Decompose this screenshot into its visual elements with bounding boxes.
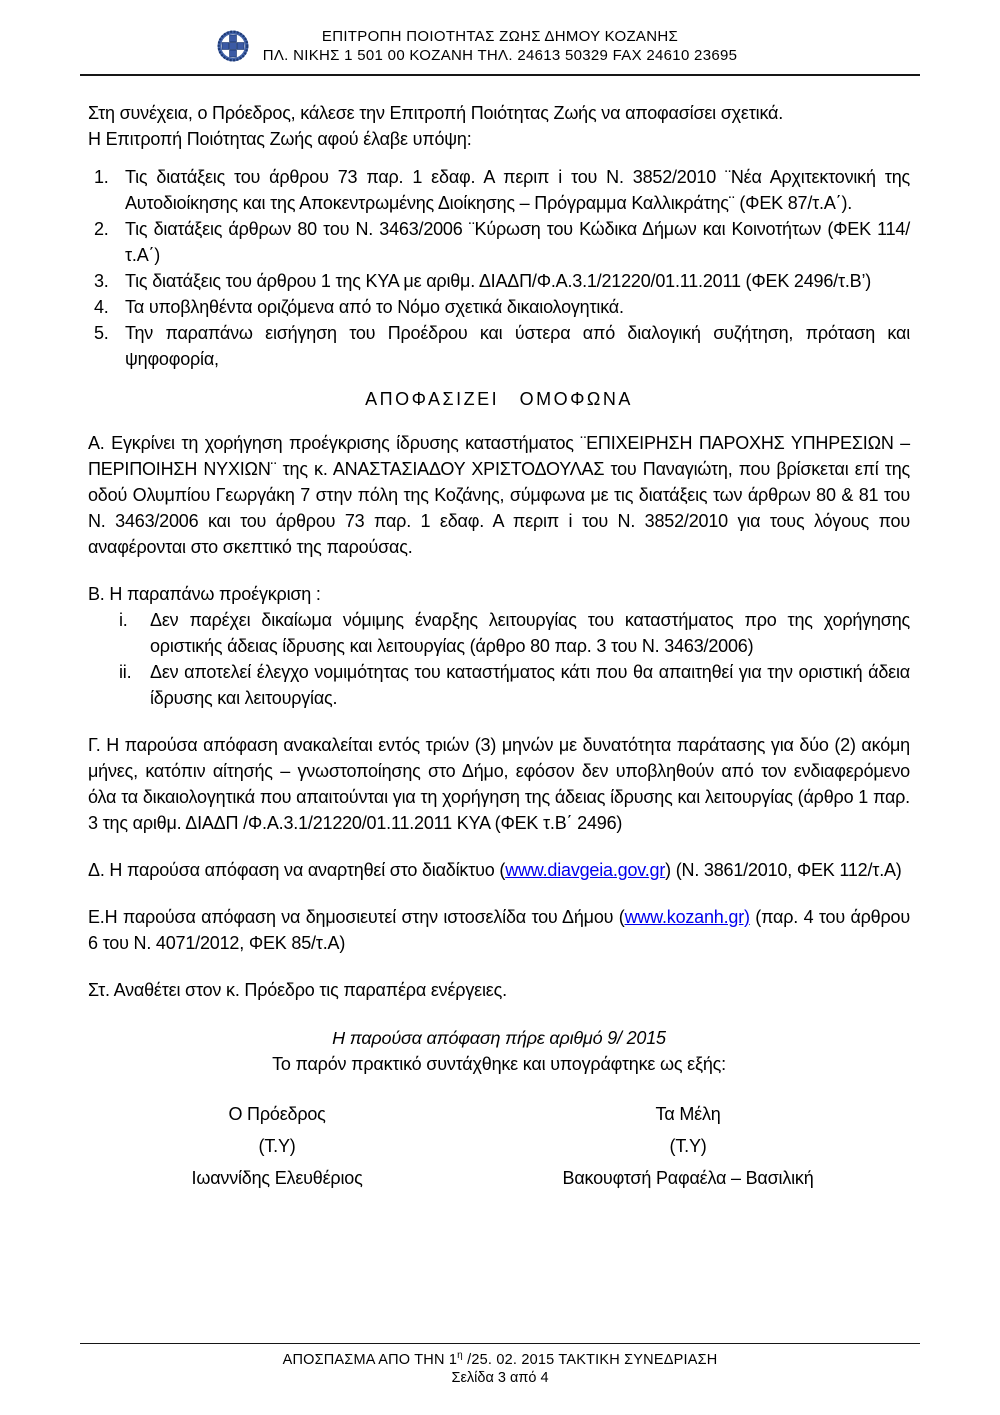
header-divider (80, 74, 920, 76)
section-d-paragraph (88, 857, 910, 883)
section-d-text-before: Δ. Η παρούσα απόφαση να αναρτηθεί στο διαδίκτυο ( (88, 860, 506, 880)
item-number: 5. (94, 323, 109, 343)
president-name: Ιωαννίδης Ελευθέριος (191, 1168, 363, 1188)
item-text: Δεν αποτελεί έλεγχο νομιμότητας του καταστήματος κάτι που θα απαιτηθεί για την οριστική άδεια ίδρυσης και λειτουργίας. (150, 662, 910, 708)
decision-number-line: Η παρούσα απόφαση πήρε αριθμό 9/ 2015 (332, 1028, 666, 1048)
members-ty-stamp: (Τ.Υ) (669, 1136, 707, 1156)
item-text: Τα υποβληθέντα οριζόμενα από το Νόμο σχετικά δικαιολογητικά. (125, 297, 624, 317)
item-number: 2. (94, 219, 109, 239)
page-number: Σελίδα 3 από 4 (451, 1369, 549, 1386)
footer-divider (80, 1343, 920, 1344)
section-c-paragraph: Γ. Η παρούσα απόφαση ανακαλείται εντός τριών (3) μηνών με δυνατότητα παράτασης για δύο (2) ακόμη μήνες, κατόπιν αίτησής – γνωστοποίησης στο Δήμο, εφόσον δεν υποβληθούν από τον ενδιαφερόμενο όλα τα δικαιολογητικά που απαιτούνται για τη χορήγηση της άδειας ίδρυσης και λειτουργίας (άρθρο 1 παρ. 3 της αριθμ. ΔΙΑΔΠ /Φ.Α.3.1/21220/01.11.2011 ΚΥΑ (ΦΕΚ τ.Β΄ 2496) (88, 735, 910, 833)
considerations-list (88, 164, 910, 372)
section-b-intro: Β. Η παραπάνω προέγκριση : (88, 584, 321, 604)
item-text: Τις διατάξεις άρθρων 80 του Ν. 3463/2006 ¨Κύρωση του Κώδικα Δήμων και Κοινοτήτων (ΦΕΚ 114/τ.Α΄) (125, 219, 910, 265)
president-signature-column (88, 1101, 466, 1191)
section-e-text-before: Ε.Η παρούσα απόφαση να δημοσιευτεί στην ιστοσελίδα του Δήμου ( (88, 907, 625, 927)
ordinal-superscript: η (457, 1350, 463, 1361)
signed-statement-line: Το παρόν πρακτικό συντάχθηκε και υπογράφτηκε ως εξής: (272, 1054, 726, 1074)
members-signature-column (466, 1101, 910, 1191)
section-b-item (88, 607, 910, 659)
item-number: 3. (94, 271, 109, 291)
section-b-item (88, 659, 910, 711)
item-text: Δεν παρέχει δικαίωμα νόμιμης έναρξης λειτουργίας του καταστήματος προ της χορήγησης οριστικής άδειας ίδρυσης και λειτουργίας (άρθρο 80 παρ. 3 του Ν. 3463/2006) (150, 610, 910, 656)
members-title: Τα Μέλη (655, 1104, 721, 1124)
diavgeia-link[interactable]: www.diavgeia.gov.gr (505, 860, 666, 880)
section-e-paragraph (88, 904, 910, 956)
president-title: Ο Πρόεδρος (228, 1104, 326, 1124)
item-number: i. (119, 610, 128, 630)
consideration-item (88, 320, 910, 372)
item-number: 1. (94, 167, 109, 187)
decision-heading: ΑΠΟΦΑΣΙΖΕΙ ΟΜΟΦΩΝΑ (365, 389, 633, 409)
consideration-item (88, 216, 910, 268)
session-reference-text: ΑΠΟΣΠΑΣΜΑ ΑΠΟ ΤΗΝ 1 (282, 1351, 458, 1368)
member-name: Βακουφτσή Ραφαέλα – Βασιλική (562, 1168, 814, 1188)
letterhead (0, 0, 1000, 69)
section-d-text-after: ) (Ν. 3861/2010, ΦΕΚ 112/τ.Α) (665, 860, 902, 880)
president-ty-stamp: (Τ.Υ) (258, 1136, 296, 1156)
session-reference-continuation: /25. 02. 2015 ΤΑΚΤΙΚΗ ΣΥΝΕΔΡΙΑΣΗ (462, 1351, 718, 1368)
letterhead-address-line: ΠΛ. ΝΙΚΗΣ 1 501 00 ΚΟΖΑΝΗ ΤΗΛ. 24613 50329 FAX 24610 23695 (262, 47, 738, 64)
item-number: ii. (119, 662, 132, 682)
letterhead-org-line: ΕΠΙΤΡΟΠΗ ΠΟΙΟΤΗΤΑΣ ΖΩΗΣ ΔΗΜΟΥ ΚΟΖΑΝΗΣ (321, 28, 679, 45)
intro-paragraph: Στη συνέχεια, ο Πρόεδρος, κάλεσε την Επιτροπή Ποιότητας Ζωής να αποφασίσει σχετικά. (88, 103, 784, 123)
municipality-emblem-icon (216, 29, 250, 63)
kozani-website-link[interactable]: www.kozanh.gr) (624, 907, 750, 927)
document-body (88, 100, 910, 1191)
signature-block (88, 1101, 910, 1191)
consideration-item (88, 268, 910, 294)
consideration-item (88, 164, 910, 216)
consideration-item (88, 294, 910, 320)
section-a-paragraph: Α. Εγκρίνει τη χορήγηση προέγκρισης ίδρυσης καταστήματος ¨ΕΠΙΧΕΙΡΗΣΗ ΠΑΡΟΧΗΣ ΥΠΗΡΕΣΙΩΝ – ΠΕΡΙΠΟΙΗΣΗ ΝΥΧΙΩΝ¨ της κ. ΑΝΑΣΤΑΣΙΑΔΟΥ ΧΡΙΣΤΟΔΟΥΛΑΣ του Παναγιώτη, που βρίσκεται επί της οδού Ολυμπίου Γεωργάκη 7 στην πόλη της Κοζάνης, σύμφωνα με τις διατάξεις των άρθρων 80 & 81 του Ν. 3463/2006 και του άρθρου 73 παρ. 1 εδαφ. Α περιπ i του Ν. 3852/2010 για τους λόγους που αναφέρονται στο σκεπτικό της παρούσας. (88, 433, 910, 557)
item-number: 4. (94, 297, 109, 317)
item-text: Τις διατάξεις του άρθρου 73 παρ. 1 εδαφ. Α περιπ i του Ν. 3852/2010 ¨Νέα Αρχιτεκτονική της Αυτοδιοίκησης και της Αποκεντρωμένης Διοίκησης – Πρόγραμμα Καλλικράτης¨ (ΦΕΚ 87/τ.Α΄). (125, 167, 910, 213)
item-text: Την παραπάνω εισήγηση του Προέδρου και ύστερα από διαλογική συζήτηση, πρόταση και ψηφοφορία, (125, 323, 910, 369)
item-text: Τις διατάξεις του άρθρου 1 της ΚΥΑ με αριθμ. ΔΙΑΔΠ/Φ.Α.3.1/21220/01.11.2011 (ΦΕΚ 2496/τ.Β’) (125, 271, 872, 291)
section-e-text-after: (παρ. 4 του άρθρου 6 του Ν. 4071/2012, ΦΕΚ 85/τ.Α) (88, 907, 910, 953)
session-reference-line (0, 1347, 1000, 1369)
page-footer (0, 1343, 1000, 1387)
intro-lead-line: Η Επιτροπή Ποιότητας Ζωής αφού έλαβε υπόψη: (88, 129, 472, 149)
section-b (88, 581, 910, 711)
section-st-paragraph: Στ. Αναθέτει στον κ. Πρόεδρο τις παραπέρα ενέργειες. (88, 980, 507, 1000)
